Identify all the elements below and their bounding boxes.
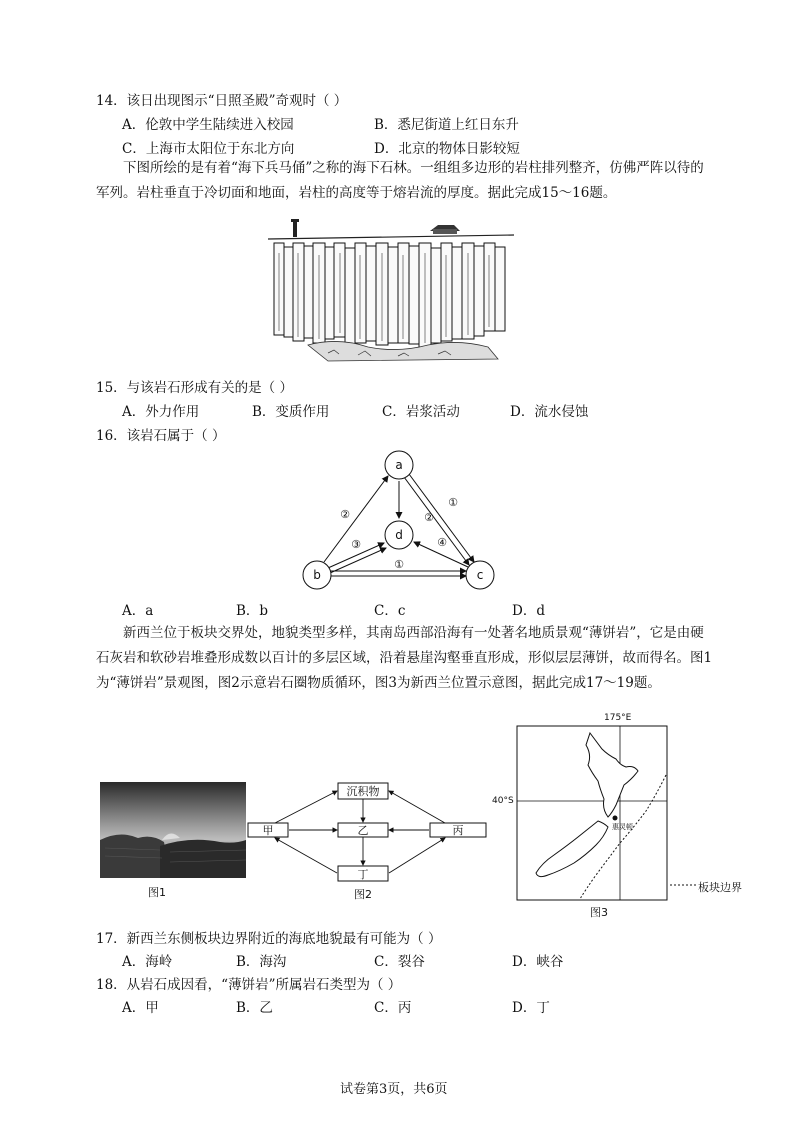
q16-option-b[interactable]: B．b	[236, 603, 269, 619]
label-sediment: 沉积物	[346, 785, 380, 798]
q17-option-b[interactable]: B．海沟	[236, 954, 287, 970]
q18-option-c[interactable]: C．丙	[374, 1000, 412, 1016]
rock-cycle-diagram-abcd	[296, 450, 506, 595]
q15-stem: 15．与该岩石形成有关的是（ ）	[96, 380, 293, 396]
node-b-label: b	[313, 568, 321, 582]
boundary-legend-symbol	[668, 880, 698, 890]
node-d-label: d	[395, 528, 403, 542]
new-zealand-map	[516, 725, 668, 901]
label-yi: 乙	[357, 824, 369, 837]
q14-option-a[interactable]: A．伦敦中学生陆续进入校园	[122, 117, 294, 133]
arrow-label-2-right: ②	[424, 511, 434, 524]
fig1-label: 图1	[148, 886, 166, 899]
q16-option-c[interactable]: C．c	[374, 603, 406, 619]
lon-label	[610, 725, 638, 726]
q17-option-c[interactable]: C．裂谷	[374, 954, 425, 970]
q15-option-c[interactable]: C．岩浆活动	[382, 404, 460, 420]
wellington-dot	[613, 816, 618, 821]
intro-17-19: 新西兰位于板块交界处，地貌类型多样，其南岛西部沿海有一处著名地质景观“薄饼岩”，它是由硬石灰岩和软砂岩堆叠形成数以百计的多层区域，沿着悬崖沟壑垂直形成，形似层层薄饼，故而得名。图1为“薄饼岩”景观图，图2示意岩石圈物质循环，图3为新西兰位置示意图，据此完成17～19题。	[96, 625, 713, 691]
q16-option-a[interactable]: A．a	[122, 603, 154, 619]
q18-option-a[interactable]: A．甲	[122, 1000, 159, 1016]
q15-option-b[interactable]: B．变质作用	[252, 404, 330, 420]
q18-option-d[interactable]: D．丁	[512, 1000, 550, 1016]
arrow-label-4: ④	[437, 536, 447, 549]
longitude-label: 175°E	[604, 713, 632, 723]
q16-stem: 16．该岩石属于（ ）	[96, 428, 226, 444]
basalt-columns-sketch	[268, 213, 514, 363]
q17-stem: 17．新西兰东侧板块边界附近的海底地貌最有可能为（ ）	[96, 931, 442, 947]
q14-option-b[interactable]: B．悉尼街道上红日东升	[374, 117, 519, 133]
wellington-label: 惠灵顿	[612, 823, 633, 831]
q14-option-c[interactable]: C．上海市太阳位于东北方向	[122, 141, 295, 157]
boundary-legend-label: 板块边界	[698, 881, 742, 894]
q18-stem: 18．从岩石成因看，“薄饼岩”所属岩石类型为（ ）	[96, 977, 402, 993]
arrow-a-to-c-2	[404, 477, 469, 565]
pancake-rocks-photo	[100, 782, 246, 878]
label-ding: 丁	[357, 868, 369, 881]
q17-option-a[interactable]: A．海岭	[122, 954, 173, 970]
q15-option-d[interactable]: D．流水侵蚀	[510, 404, 589, 420]
label-bing: 丙	[452, 824, 464, 837]
label-jia: 甲	[262, 824, 274, 837]
fig3-label: 图3	[590, 906, 608, 919]
arrow-label-1-bottom: ①	[394, 558, 404, 571]
node-a-label: a	[395, 458, 403, 472]
arrow-label-2-left: ②	[340, 508, 350, 521]
arrow-b-to-d-2	[330, 548, 386, 573]
q18-option-b[interactable]: B．乙	[236, 1000, 273, 1016]
latitude-label: 40°S	[492, 796, 514, 806]
node-c-label: c	[476, 568, 484, 582]
q15-option-a[interactable]: A．外力作用	[122, 404, 200, 420]
page-footer: 试卷第3页，共6页	[340, 1082, 448, 1097]
fig2-label: 图2	[354, 888, 372, 901]
q16-option-d[interactable]: D．d	[512, 603, 545, 619]
q14-option-d[interactable]: D．北京的物体日影较短	[374, 141, 520, 157]
rock-cycle-diagram-fig2	[245, 780, 491, 884]
arrow-label-3: ③	[351, 538, 361, 551]
q17-option-d[interactable]: D．峡谷	[512, 954, 564, 970]
intro-15-16: 下图所绘的是有着“海下兵马俑”之称的海下石林。一组组多边形的岩柱排列整齐，仿佛严阵以待的军列。岩柱垂直于冷切面和地面，岩柱的高度等于熔岩流的厚度。据此完成15～16题。	[96, 160, 704, 201]
arrow-label-1-right: ①	[448, 496, 458, 509]
q14-stem: 14．该日出现图示“日照圣殿”奇观时（ ）	[96, 93, 348, 109]
